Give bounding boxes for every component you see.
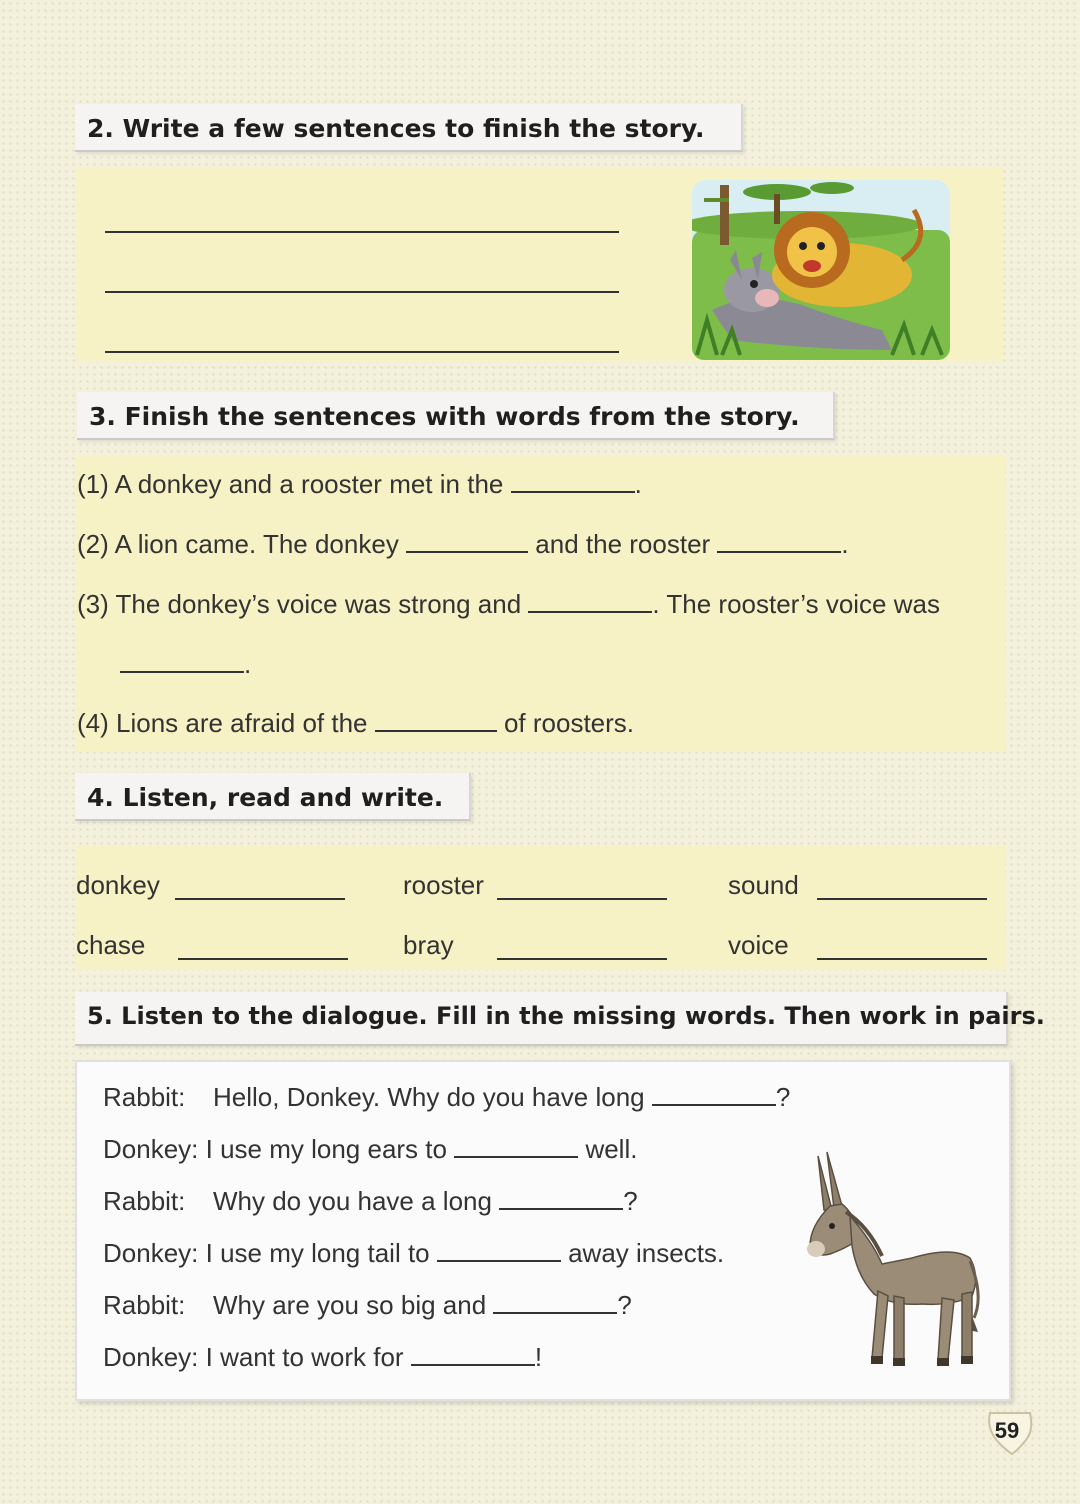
answer-blank[interactable] bbox=[528, 591, 652, 613]
word-rooster: rooster bbox=[403, 870, 484, 900]
exercise-2-title: 2. Write a few sentences to finish the story. bbox=[87, 114, 705, 143]
writing-line[interactable] bbox=[105, 351, 619, 353]
lion-chasing-donkey-illustration bbox=[692, 180, 950, 360]
exercise-5-heading bbox=[75, 992, 1045, 1046]
word-blank[interactable] bbox=[497, 958, 667, 960]
word-blank[interactable] bbox=[497, 898, 667, 900]
answer-blank[interactable] bbox=[375, 710, 497, 732]
speaker-label: Rabbit: bbox=[103, 1186, 186, 1216]
dialogue-line: Rabbit: Hello, Donkey. Why do you have long ? bbox=[103, 1082, 791, 1112]
sentence-3-continued: . bbox=[120, 649, 251, 680]
answer-blank[interactable] bbox=[411, 1344, 535, 1366]
speaker-label: Donkey: bbox=[103, 1342, 199, 1372]
exercise-4-heading bbox=[75, 773, 471, 821]
dialogue-line: Donkey: I want to work for ! bbox=[103, 1342, 543, 1372]
answer-blank[interactable] bbox=[120, 651, 244, 673]
exercise-3-title: 3. Finish the sentences with words from the story. bbox=[89, 402, 800, 431]
answer-blank[interactable] bbox=[493, 1292, 617, 1314]
exercise-2-heading bbox=[75, 104, 743, 152]
dialogue-line: Donkey: I use my long ears to well. bbox=[103, 1134, 638, 1164]
exercise-4-title: 4. Listen, read and write. bbox=[87, 783, 444, 812]
speaker-label: Rabbit: bbox=[103, 1290, 186, 1320]
dialogue-line: Donkey: I use my long tail to away insects. bbox=[103, 1238, 725, 1268]
word-donkey: donkey bbox=[76, 870, 160, 900]
word-blank[interactable] bbox=[178, 958, 348, 960]
sentence-4: (4) Lions are afraid of the of roosters. bbox=[77, 708, 635, 738]
exercise-4-panel bbox=[75, 845, 1005, 970]
answer-blank[interactable] bbox=[652, 1084, 776, 1106]
exercise-5-title: 5. Listen to the dialogue. Fill in the missing words. Then work in pairs. bbox=[87, 1002, 1045, 1030]
word-blank[interactable] bbox=[175, 898, 345, 900]
speaker-label: Rabbit: bbox=[103, 1082, 186, 1112]
word-chase: chase bbox=[76, 930, 146, 960]
answer-blank[interactable] bbox=[454, 1136, 578, 1158]
answer-blank[interactable] bbox=[437, 1240, 561, 1262]
speaker-label: Donkey: bbox=[103, 1238, 199, 1268]
dialogue-box bbox=[75, 1060, 1011, 1401]
dialogue-line: Rabbit: Why do you have a long ? bbox=[103, 1186, 638, 1216]
page-number: 59 bbox=[994, 1418, 1020, 1443]
exercise-3-heading bbox=[77, 392, 835, 440]
word-blank[interactable] bbox=[817, 898, 987, 900]
word-voice: voice bbox=[728, 930, 789, 960]
word-sound: sound bbox=[728, 870, 799, 900]
answer-blank[interactable] bbox=[717, 531, 841, 553]
answer-blank[interactable] bbox=[511, 471, 635, 493]
sentence-2: (2) A lion came. The donkey and the rooster . bbox=[77, 529, 849, 559]
speaker-label: Donkey: bbox=[103, 1134, 199, 1164]
dialogue-line: Rabbit: Why are you so big and ? bbox=[103, 1290, 632, 1320]
sentence-3: (3) The donkey’s voice was strong and . The rooster’s voice was bbox=[77, 589, 940, 619]
donkey-illustration bbox=[802, 1146, 987, 1371]
writing-line[interactable] bbox=[105, 291, 619, 293]
writing-line[interactable] bbox=[105, 231, 619, 233]
answer-blank[interactable] bbox=[406, 531, 528, 553]
sentence-1: (1) A donkey and a rooster met in the . bbox=[77, 469, 642, 499]
answer-blank[interactable] bbox=[499, 1188, 623, 1210]
word-blank[interactable] bbox=[817, 958, 987, 960]
word-bray: bray bbox=[403, 930, 454, 960]
